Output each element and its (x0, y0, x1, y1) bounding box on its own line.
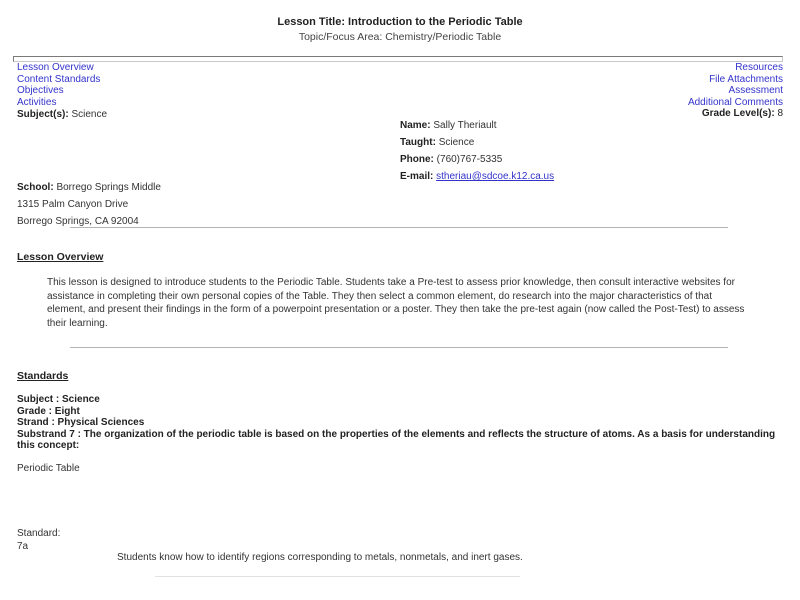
contact-phone (400, 151, 554, 168)
contact-phone-value: (760)767-5335 (436, 154, 503, 165)
standards-topic: Periodic Table (17, 463, 80, 474)
page-subtitle: Topic/Focus Area: Chemistry/Periodic Table (298, 31, 502, 43)
nav-link-lesson-overview[interactable]: Lesson Overview (17, 62, 94, 73)
contact-block (400, 117, 554, 185)
standard-code: 7a (17, 540, 29, 552)
nav-link-objectives[interactable]: Objectives (17, 85, 64, 96)
standards-subject: Subject : Science (17, 394, 100, 405)
contact-name-label: Name: (400, 120, 431, 131)
contact-email (400, 168, 554, 185)
grade-level (688, 108, 783, 120)
contact-name-value: Sally Theriault (433, 120, 497, 131)
standards-substrand: Substrand 7 : The organization of the periodic table is based on the properties of the elements and reflects the structure of atoms. As a basis for understanding this concept: (17, 428, 776, 451)
nav-right (688, 62, 783, 120)
lesson-overview-body: This lesson is designed to introduce students to the Periodic Table. Students take a Pre-test to assess prior knowledge, then consult interactive websites for assistance in completing their own personal copies of the Table. They then select a common element, do research into the major characteristics of that element, and present their findings in the form of a powerpoint presentation or a poster. They then take the pre-test again (now called the Post-Test) to assess their learning. (47, 277, 745, 329)
school-label: School: (17, 182, 54, 193)
subjects-label: Subject(s): (17, 109, 69, 120)
nav-link-additional-comments[interactable]: Additional Comments (687, 96, 783, 108)
subjects-line (17, 109, 107, 120)
contact-phone-label: Phone: (400, 154, 434, 165)
school-block (17, 179, 161, 230)
lesson-overview-heading: Lesson Overview (17, 251, 104, 263)
school-name: Borrego Springs Middle (56, 182, 161, 193)
nav-left (17, 62, 100, 108)
email-link[interactable]: stheriau@sdcoe.k12.ca.us (436, 171, 555, 182)
nav-link-file-attachments[interactable]: File Attachments (709, 73, 783, 85)
contact-name (400, 117, 554, 134)
divider-after-overview (70, 347, 728, 348)
divider-after-school (70, 227, 728, 228)
standard-label: Standard: (17, 528, 61, 539)
standard-description: Students know how to identify regions corresponding to metals, nonmetals, and inert gases. (117, 552, 523, 563)
school-address-line1: 1315 Palm Canyon Drive (17, 199, 129, 210)
standards-block (17, 394, 783, 452)
grade-level-label: Grade Level(s): (701, 108, 775, 119)
nav-link-resources[interactable]: Resources (735, 62, 783, 73)
standards-heading: Standards (17, 370, 69, 382)
nav-link-activities[interactable]: Activities (17, 96, 57, 108)
standard-code-block (17, 528, 60, 553)
top-divider-box (13, 56, 783, 62)
school-name-line (17, 179, 161, 196)
page-header (0, 16, 800, 43)
contact-taught-label: Taught: (400, 137, 436, 148)
grade-level-value: 8 (777, 108, 783, 119)
subjects-value: Science (71, 109, 108, 120)
page-title: Lesson Title: Introduction to the Periodic Table (277, 16, 523, 28)
standards-strand: Strand : Physical Sciences (17, 417, 145, 428)
standards-grade: Grade : Eight (17, 405, 80, 417)
nav-link-content-standards[interactable]: Content Standards (17, 73, 101, 85)
school-address-line2: Borrego Springs, CA 92004 (17, 216, 139, 227)
contact-taught-value: Science (438, 137, 475, 148)
contact-taught (400, 134, 554, 151)
nav-link-assessment[interactable]: Assessment (728, 85, 783, 96)
divider-bottom (155, 576, 520, 577)
contact-email-label: E-mail: (400, 171, 434, 182)
